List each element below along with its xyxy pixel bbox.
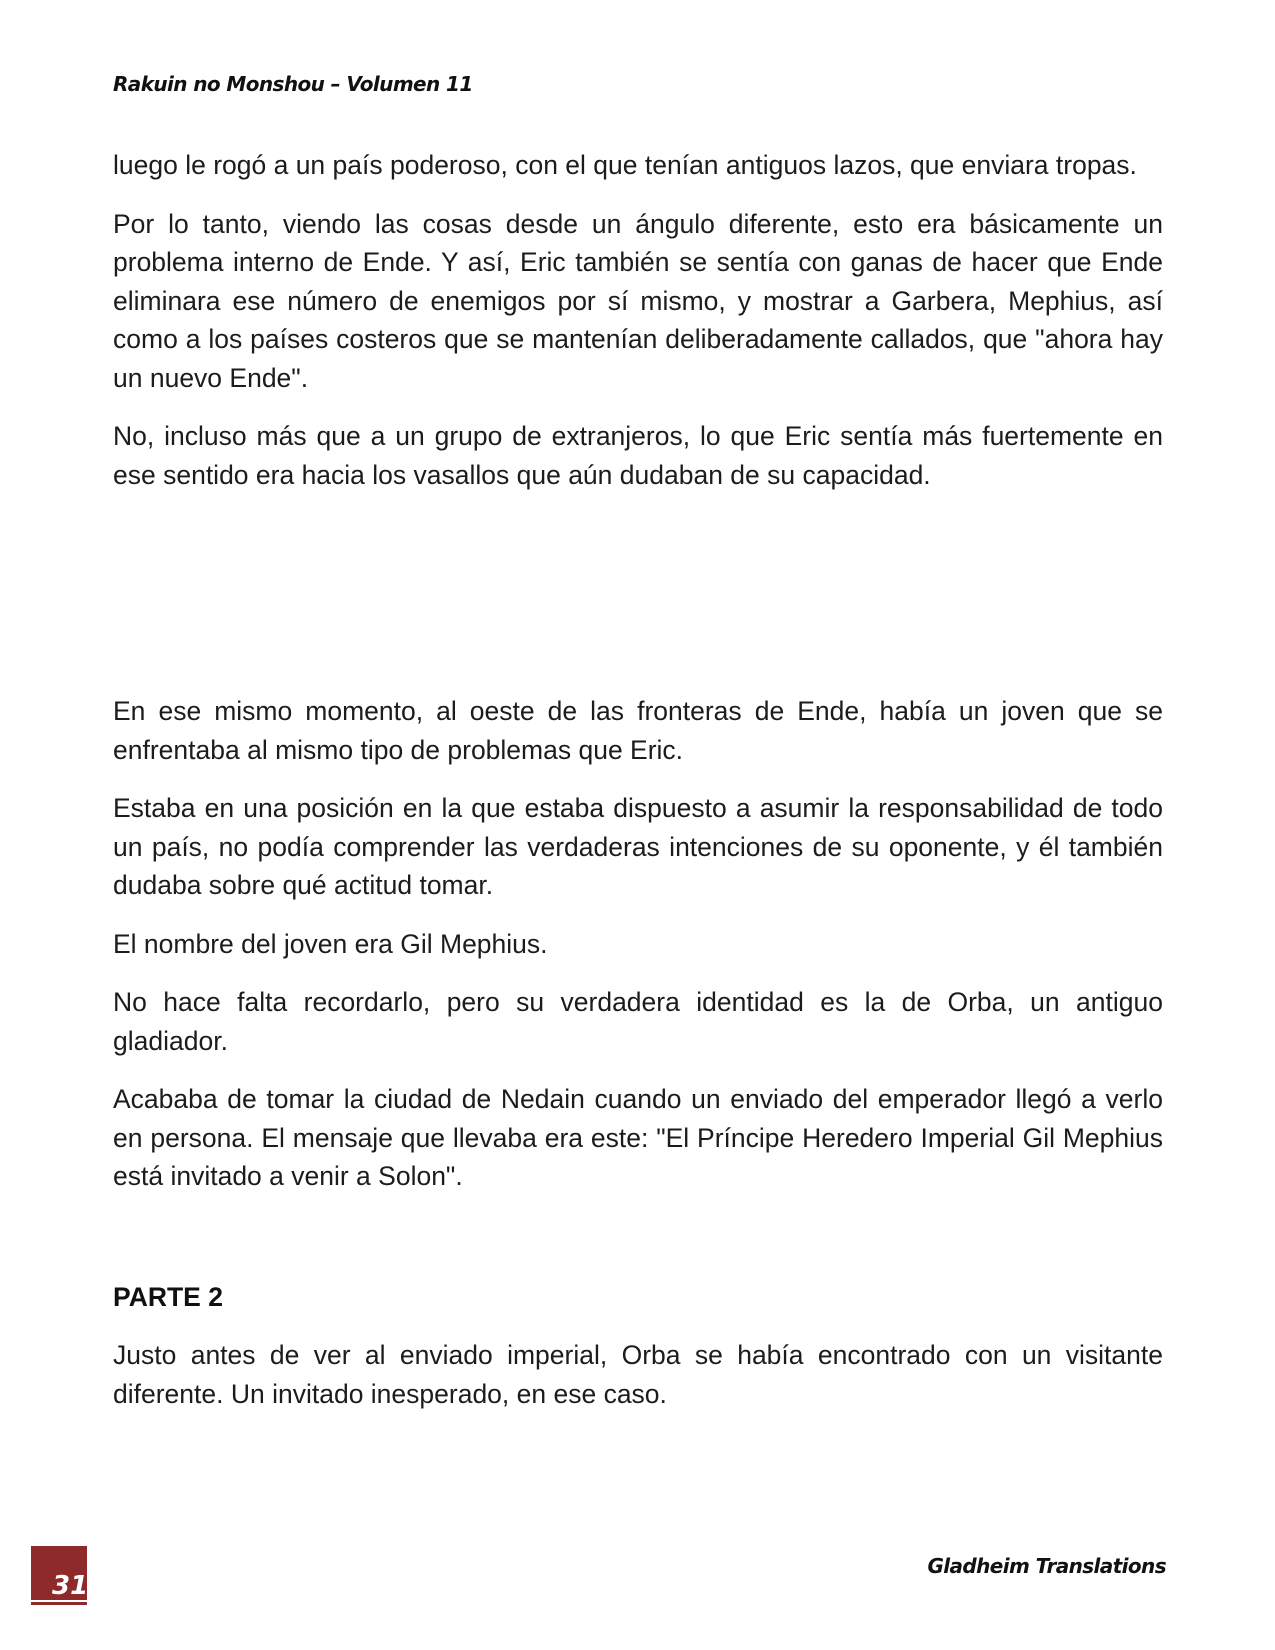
paragraph: No, incluso más que a un grupo de extranjeros, lo que Eric sentía más fuertemente en ese sentido era hacia los vasallos que aún dudaban de su capacidad. [113, 421, 1163, 490]
paragraph: Por lo tanto, viendo las cosas desde un ángulo diferente, esto era básicamente un problema interno de Ende. Y así, Eric también se sentía con ganas de hacer que Ende eliminara ese número de enemigos por sí mismo, y mostrar a Garbera, Mephius, así como a los países costeros que se mantenían deliberadamente callados, que "ahora hay un nuevo Ende". [113, 208, 1163, 393]
paragraph: Justo antes de ver al enviado imperial, Orba se había encontrado con un visitante diferente. Un invitado inesperado, en ese caso. [113, 1340, 1163, 1409]
paragraph: Acababa de tomar la ciudad de Nedain cuando un enviado del emperador llegó a verlo en persona. El mensaje que llevaba era este: "El Príncipe Heredero Imperial Gil Mephius está invitado a venir a Solon". [113, 1084, 1163, 1191]
page-body [113, 146, 1163, 1433]
section-heading: PARTE 2 [113, 1281, 223, 1312]
page-number-underline [31, 1602, 87, 1605]
paragraph: El nombre del joven era Gil Mephius. [113, 928, 548, 959]
running-header: Rakuin no Monshou – Volumen 11 [113, 72, 473, 96]
paragraph: En ese mismo momento, al oeste de las fronteras de Ende, había un joven que se enfrentaba al mismo tipo de problemas que Eric. [113, 696, 1163, 765]
scene-break [113, 514, 1163, 692]
section-gap [113, 1216, 1163, 1278]
paragraph: No hace falta recordarlo, pero su verdadera identidad es la de Orba, un antiguo gladiador. [113, 987, 1163, 1056]
paragraph: luego le rogó a un país poderoso, con el que tenían antiguos lazos, que enviara tropas. [113, 150, 1137, 180]
page-number: 31 [52, 1571, 89, 1601]
paragraph: Estaba en una posición en la que estaba dispuesto a asumir la responsabilidad de todo un país, no podía comprender las verdaderas intenciones de su oponente, y él también dudaba sobre qué actitud tomar. [113, 793, 1163, 900]
footer-credit: Gladheim Translations [927, 1554, 1166, 1578]
